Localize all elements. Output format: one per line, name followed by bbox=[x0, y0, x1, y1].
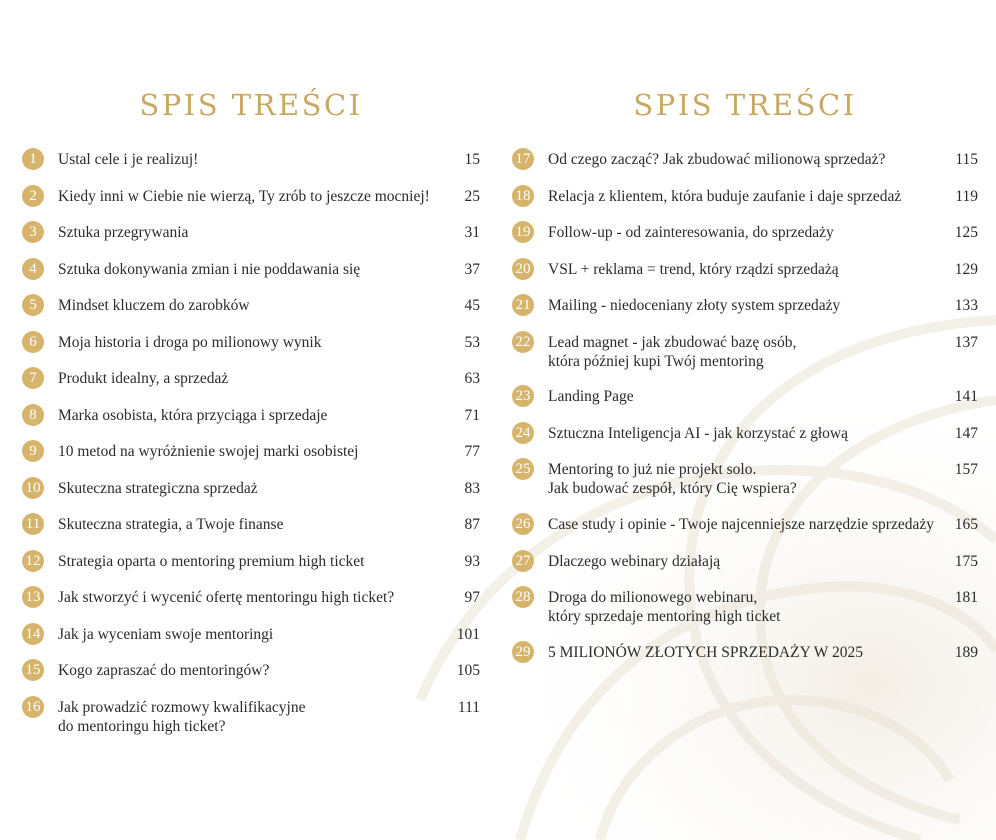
chapter-title: Mentoring to już nie projekt solo. Jak budować zespół, który Cię wspiera? bbox=[548, 461, 797, 497]
chapter-title: Sztuka przegrywania bbox=[58, 224, 189, 241]
chapter-number-badge: 28 bbox=[512, 586, 534, 608]
page-number: 53 bbox=[464, 334, 480, 351]
chapter-title: Case study i opinie - Twoje najcenniejsze narzędzie sprzedaży bbox=[548, 516, 934, 533]
page-number: 111 bbox=[457, 699, 480, 716]
chapter-title: Skuteczna strategiczna sprzedaż bbox=[58, 480, 258, 497]
chapter-number-badge: 19 bbox=[512, 221, 534, 243]
toc-entry[interactable] bbox=[512, 422, 978, 444]
toc-entry[interactable] bbox=[512, 641, 978, 663]
toc-entry[interactable] bbox=[22, 294, 480, 316]
page-number: 45 bbox=[464, 297, 480, 314]
page-number: 31 bbox=[464, 224, 480, 241]
chapter-number-badge: 16 bbox=[22, 696, 44, 718]
page-number: 71 bbox=[464, 407, 480, 424]
chapter-number-badge: 14 bbox=[22, 623, 44, 645]
toc-entry[interactable] bbox=[512, 586, 978, 626]
chapter-title: Ustal cele i je realizuj! bbox=[58, 151, 199, 168]
chapter-number-badge: 18 bbox=[512, 185, 534, 207]
page-number: 165 bbox=[954, 516, 978, 533]
chapter-title: 5 MILIONÓW ZŁOTYCH SPRZEDAŻY W 2025 bbox=[548, 644, 864, 661]
page-number: 137 bbox=[954, 334, 978, 351]
page-number: 77 bbox=[464, 443, 480, 460]
chapter-title: Kiedy inni w Ciebie nie wierzą, Ty zrób to jeszcze mocniej! bbox=[58, 188, 430, 205]
toc-page-right bbox=[512, 0, 978, 840]
chapter-number-badge: 15 bbox=[22, 659, 44, 681]
chapter-title: 10 metod na wyróżnienie swojej marki osobistej bbox=[58, 443, 359, 460]
toc-entry[interactable] bbox=[22, 221, 480, 243]
toc-entry[interactable] bbox=[22, 550, 480, 572]
chapter-title: Produkt idealny, a sprzedaż bbox=[58, 370, 229, 387]
page-number: 125 bbox=[954, 224, 978, 241]
chapter-title: Od czego zacząć? Jak zbudować milionową sprzedaż? bbox=[548, 151, 886, 168]
chapter-number-badge: 22 bbox=[512, 331, 534, 353]
chapter-title: Follow-up - od zainteresowania, do sprzedaży bbox=[548, 224, 834, 241]
chapter-number-badge: 6 bbox=[22, 331, 44, 353]
chapter-number-badge: 8 bbox=[22, 404, 44, 426]
chapter-number-badge: 13 bbox=[22, 586, 44, 608]
chapter-number-badge: 23 bbox=[512, 385, 534, 407]
chapter-number-badge: 7 bbox=[22, 367, 44, 389]
chapter-number-badge: 17 bbox=[512, 148, 534, 170]
toc-entry[interactable] bbox=[22, 623, 480, 645]
toc-entry[interactable] bbox=[512, 513, 978, 535]
chapter-number-badge: 5 bbox=[22, 294, 44, 316]
page-number: 101 bbox=[456, 626, 480, 643]
toc-entry[interactable] bbox=[22, 148, 480, 170]
chapter-title: Droga do milionowego webinaru, który sprzedaje mentoring high ticket bbox=[548, 589, 781, 625]
chapter-title: VSL + reklama = trend, który rządzi sprzedażą bbox=[548, 261, 839, 278]
chapter-number-badge: 2 bbox=[22, 185, 44, 207]
chapter-title: Dlaczego webinary działają bbox=[548, 553, 721, 570]
toc-entry[interactable] bbox=[512, 385, 978, 407]
toc-entry[interactable] bbox=[22, 185, 480, 207]
page-title: SPIS TREŚCI bbox=[633, 88, 857, 122]
toc-entry[interactable] bbox=[22, 696, 480, 736]
chapter-number-badge: 11 bbox=[22, 513, 44, 535]
chapter-number-badge: 20 bbox=[512, 258, 534, 280]
page-number: 25 bbox=[464, 188, 480, 205]
toc-entry[interactable] bbox=[22, 440, 480, 462]
chapter-title: Mailing - niedoceniany złoty system sprzedaży bbox=[548, 297, 841, 314]
toc-page-left bbox=[22, 0, 480, 840]
page-number: 175 bbox=[954, 553, 978, 570]
toc-entry[interactable] bbox=[512, 185, 978, 207]
toc-entry[interactable] bbox=[22, 513, 480, 535]
toc-entry[interactable] bbox=[512, 550, 978, 572]
toc-entry[interactable] bbox=[512, 331, 978, 371]
chapter-title: Mindset kluczem do zarobków bbox=[58, 297, 250, 314]
page-number: 63 bbox=[464, 370, 480, 387]
page-number: 133 bbox=[954, 297, 978, 314]
chapter-number-badge: 21 bbox=[512, 294, 534, 316]
page-number: 115 bbox=[955, 151, 978, 168]
chapter-title: Skuteczna strategia, a Twoje finanse bbox=[58, 516, 284, 533]
chapter-title: Kogo zapraszać do mentoringów? bbox=[58, 662, 270, 679]
page-number: 37 bbox=[464, 261, 480, 278]
chapter-number-badge: 3 bbox=[22, 221, 44, 243]
chapter-number-badge: 27 bbox=[512, 550, 534, 572]
chapter-number-badge: 10 bbox=[22, 477, 44, 499]
page-number: 105 bbox=[456, 662, 480, 679]
toc-entry[interactable] bbox=[512, 294, 978, 316]
chapter-number-badge: 26 bbox=[512, 513, 534, 535]
toc-entry[interactable] bbox=[22, 659, 480, 681]
chapter-number-badge: 25 bbox=[512, 458, 534, 480]
page-number: 147 bbox=[954, 425, 978, 442]
page-number: 93 bbox=[464, 553, 480, 570]
page-number: 119 bbox=[955, 188, 978, 205]
toc-entry[interactable] bbox=[512, 258, 978, 280]
page-number: 83 bbox=[464, 480, 480, 497]
toc-entry[interactable] bbox=[22, 404, 480, 426]
toc-entry[interactable] bbox=[22, 586, 480, 608]
toc-entry[interactable] bbox=[512, 458, 978, 498]
chapter-number-badge: 4 bbox=[22, 258, 44, 280]
chapter-title: Jak stworzyć i wycenić ofertę mentoringu high ticket? bbox=[58, 589, 395, 606]
chapter-title: Jak prowadzić rozmowy kwalifikacyjne do mentoringu high ticket? bbox=[58, 699, 306, 735]
page-title: SPIS TREŚCI bbox=[139, 88, 363, 122]
page-number: 15 bbox=[464, 151, 480, 168]
chapter-title: Marka osobista, która przyciąga i sprzedaje bbox=[58, 407, 328, 424]
chapter-title: Lead magnet - jak zbudować bazę osób, która później kupi Twój mentoring bbox=[548, 334, 797, 370]
toc-entry[interactable] bbox=[22, 258, 480, 280]
toc-entry[interactable] bbox=[512, 221, 978, 243]
page-number: 189 bbox=[954, 644, 978, 661]
page-number: 157 bbox=[954, 461, 978, 478]
chapter-title: Moja historia i droga po milionowy wynik bbox=[58, 334, 322, 351]
chapter-title: Landing Page bbox=[548, 388, 634, 405]
page-number: 97 bbox=[464, 589, 480, 606]
page-number: 129 bbox=[954, 261, 978, 278]
chapter-number-badge: 9 bbox=[22, 440, 44, 462]
chapter-title: Relacja z klientem, która buduje zaufanie i daje sprzedaż bbox=[548, 188, 902, 205]
chapter-title: Sztuka dokonywania zmian i nie poddawania się bbox=[58, 261, 361, 278]
chapter-title: Strategia oparta o mentoring premium high ticket bbox=[58, 553, 365, 570]
toc-entry[interactable] bbox=[22, 367, 480, 389]
chapter-title: Sztuczna Inteligencja AI - jak korzystać z głową bbox=[548, 425, 848, 442]
page-number: 181 bbox=[954, 589, 978, 606]
toc-entry[interactable] bbox=[512, 148, 978, 170]
page-number: 141 bbox=[954, 388, 978, 405]
chapter-number-badge: 29 bbox=[512, 641, 534, 663]
chapter-number-badge: 12 bbox=[22, 550, 44, 572]
toc-entry[interactable] bbox=[22, 331, 480, 353]
chapter-number-badge: 24 bbox=[512, 422, 534, 444]
toc-entry[interactable] bbox=[22, 477, 480, 499]
chapter-title: Jak ja wyceniam swoje mentoringi bbox=[58, 626, 274, 643]
page-number: 87 bbox=[464, 516, 480, 533]
chapter-number-badge: 1 bbox=[22, 148, 44, 170]
